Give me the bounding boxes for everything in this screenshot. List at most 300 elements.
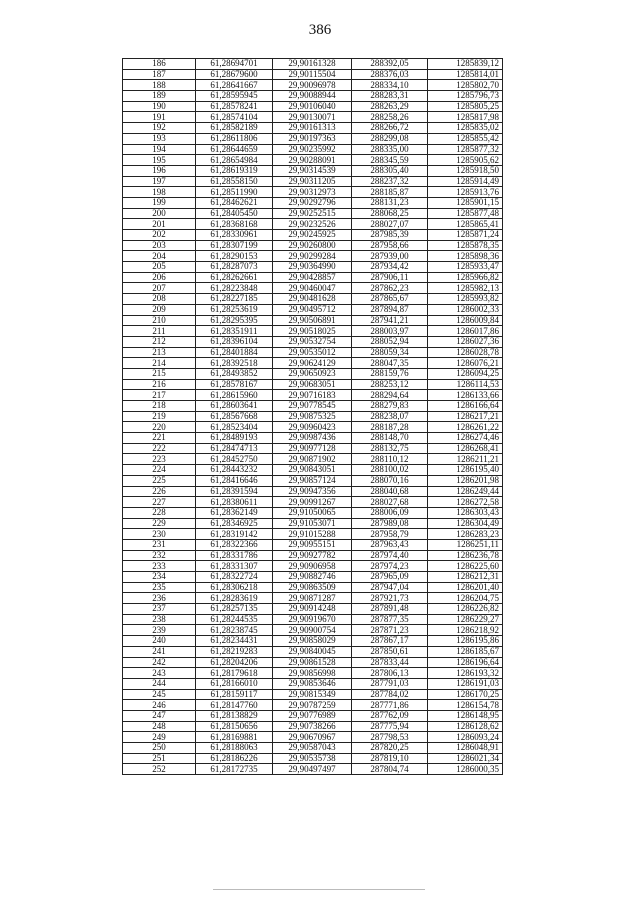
- longitude-cell: 29,90861528: [273, 657, 352, 668]
- longitude-cell: 29,90815349: [273, 689, 352, 700]
- latitude-cell: 61,28257135: [196, 604, 273, 615]
- longitude-cell: 29,90900754: [273, 625, 352, 636]
- y-coordinate-cell: 1285914,49: [428, 176, 503, 187]
- point-number-cell: 241: [123, 646, 196, 657]
- point-number-cell: 205: [123, 262, 196, 273]
- latitude-cell: 61,28346925: [196, 518, 273, 529]
- table-row: [123, 518, 503, 529]
- latitude-cell: 61,28474713: [196, 443, 273, 454]
- longitude-cell: 29,90914248: [273, 604, 352, 615]
- table-row: [123, 539, 503, 550]
- y-coordinate-cell: 1286272,58: [428, 497, 503, 508]
- longitude-cell: 29,90840045: [273, 646, 352, 657]
- latitude-cell: 61,28244535: [196, 614, 273, 625]
- table-row: [123, 368, 503, 379]
- x-coordinate-cell: 288238,07: [352, 411, 428, 422]
- table-row: [123, 144, 503, 155]
- longitude-cell: 29,90919670: [273, 614, 352, 625]
- y-coordinate-cell: 1286166,64: [428, 401, 503, 412]
- longitude-cell: 29,90460047: [273, 283, 352, 294]
- y-coordinate-cell: 1286094,25: [428, 368, 503, 379]
- scan-edge-line: [213, 889, 425, 890]
- x-coordinate-cell: 287947,04: [352, 582, 428, 593]
- y-coordinate-cell: 1286009,84: [428, 315, 503, 326]
- y-coordinate-cell: 1286226,82: [428, 604, 503, 615]
- point-number-cell: 245: [123, 689, 196, 700]
- latitude-cell: 61,28159117: [196, 689, 273, 700]
- point-number-cell: 240: [123, 636, 196, 647]
- latitude-cell: 61,28401884: [196, 347, 273, 358]
- latitude-cell: 61,28654984: [196, 155, 273, 166]
- point-number-cell: 242: [123, 657, 196, 668]
- point-number-cell: 194: [123, 144, 196, 155]
- x-coordinate-cell: 287762,09: [352, 710, 428, 721]
- table-row: [123, 197, 503, 208]
- longitude-cell: 29,90252515: [273, 208, 352, 219]
- longitude-cell: 29,90260800: [273, 240, 352, 251]
- table-row: [123, 668, 503, 679]
- table-row: [123, 721, 503, 732]
- point-number-cell: 199: [123, 197, 196, 208]
- table-row: [123, 561, 503, 572]
- point-number-cell: 229: [123, 518, 196, 529]
- y-coordinate-cell: 1285877,32: [428, 144, 503, 155]
- point-number-cell: 219: [123, 411, 196, 422]
- latitude-cell: 61,28169881: [196, 732, 273, 743]
- latitude-cell: 61,28578241: [196, 101, 273, 112]
- y-coordinate-cell: 1286128,62: [428, 721, 503, 732]
- x-coordinate-cell: 287941,21: [352, 315, 428, 326]
- x-coordinate-cell: 288148,70: [352, 433, 428, 444]
- y-coordinate-cell: 1285877,48: [428, 208, 503, 219]
- y-coordinate-cell: 1286217,21: [428, 411, 503, 422]
- x-coordinate-cell: 288040,68: [352, 486, 428, 497]
- x-coordinate-cell: 288052,94: [352, 336, 428, 347]
- x-coordinate-cell: 288006,09: [352, 507, 428, 518]
- y-coordinate-cell: 1285913,76: [428, 187, 503, 198]
- point-number-cell: 243: [123, 668, 196, 679]
- table-row: [123, 689, 503, 700]
- latitude-cell: 61,28322366: [196, 539, 273, 550]
- y-coordinate-cell: 1285814,01: [428, 69, 503, 80]
- longitude-cell: 29,90535738: [273, 753, 352, 764]
- point-number-cell: 191: [123, 112, 196, 123]
- longitude-cell: 29,90428857: [273, 272, 352, 283]
- x-coordinate-cell: 288392,05: [352, 59, 428, 70]
- latitude-cell: 61,28582189: [196, 123, 273, 134]
- longitude-cell: 29,90624129: [273, 358, 352, 369]
- table-row: [123, 251, 503, 262]
- point-number-cell: 214: [123, 358, 196, 369]
- y-coordinate-cell: 1286193,32: [428, 668, 503, 679]
- latitude-cell: 61,28362149: [196, 507, 273, 518]
- y-coordinate-cell: 1286195,40: [428, 465, 503, 476]
- table-row: [123, 262, 503, 273]
- y-coordinate-cell: 1285839,12: [428, 59, 503, 70]
- x-coordinate-cell: 287934,42: [352, 262, 428, 273]
- latitude-cell: 61,28253619: [196, 304, 273, 315]
- x-coordinate-cell: 288237,32: [352, 176, 428, 187]
- longitude-cell: 29,90288091: [273, 155, 352, 166]
- x-coordinate-cell: 288334,10: [352, 80, 428, 91]
- y-coordinate-cell: 1286133,66: [428, 390, 503, 401]
- x-coordinate-cell: 288294,64: [352, 390, 428, 401]
- longitude-cell: 29,91015288: [273, 529, 352, 540]
- point-number-cell: 209: [123, 304, 196, 315]
- x-coordinate-cell: 288283,31: [352, 91, 428, 102]
- table-row: [123, 465, 503, 476]
- table-row: [123, 764, 503, 775]
- latitude-cell: 61,28307199: [196, 240, 273, 251]
- longitude-cell: 29,90875325: [273, 411, 352, 422]
- y-coordinate-cell: 1285805,25: [428, 101, 503, 112]
- longitude-cell: 29,90987436: [273, 433, 352, 444]
- y-coordinate-cell: 1285802,70: [428, 80, 503, 91]
- y-coordinate-cell: 1285982,13: [428, 283, 503, 294]
- point-number-cell: 227: [123, 497, 196, 508]
- x-coordinate-cell: 287891,48: [352, 604, 428, 615]
- y-coordinate-cell: 1285901,15: [428, 197, 503, 208]
- table-row: [123, 743, 503, 754]
- table-row: [123, 604, 503, 615]
- latitude-cell: 61,28306218: [196, 582, 273, 593]
- latitude-cell: 61,28147760: [196, 700, 273, 711]
- longitude-cell: 29,90314539: [273, 165, 352, 176]
- latitude-cell: 61,28234431: [196, 636, 273, 647]
- latitude-cell: 61,28523404: [196, 422, 273, 433]
- x-coordinate-cell: 288279,83: [352, 401, 428, 412]
- latitude-cell: 61,28172735: [196, 764, 273, 775]
- x-coordinate-cell: 288003,97: [352, 326, 428, 337]
- point-number-cell: 208: [123, 294, 196, 305]
- point-number-cell: 235: [123, 582, 196, 593]
- longitude-cell: 29,90683051: [273, 379, 352, 390]
- x-coordinate-cell: 288345,59: [352, 155, 428, 166]
- y-coordinate-cell: 1286076,21: [428, 358, 503, 369]
- table-row: [123, 91, 503, 102]
- point-number-cell: 217: [123, 390, 196, 401]
- table-row: [123, 101, 503, 112]
- longitude-cell: 29,90906958: [273, 561, 352, 572]
- longitude-cell: 29,90245925: [273, 230, 352, 241]
- latitude-cell: 61,28204206: [196, 657, 273, 668]
- point-number-cell: 212: [123, 336, 196, 347]
- latitude-cell: 61,28219283: [196, 646, 273, 657]
- y-coordinate-cell: 1286229,27: [428, 614, 503, 625]
- latitude-cell: 61,28694701: [196, 59, 273, 70]
- latitude-cell: 61,28179618: [196, 668, 273, 679]
- latitude-cell: 61,28331307: [196, 561, 273, 572]
- y-coordinate-cell: 1285865,41: [428, 219, 503, 230]
- point-number-cell: 192: [123, 123, 196, 134]
- y-coordinate-cell: 1286191,03: [428, 678, 503, 689]
- latitude-cell: 61,28150656: [196, 721, 273, 732]
- longitude-cell: 29,90311205: [273, 176, 352, 187]
- table-row: [123, 165, 503, 176]
- latitude-cell: 61,28644659: [196, 144, 273, 155]
- x-coordinate-cell: 288305,40: [352, 165, 428, 176]
- y-coordinate-cell: 1286212,31: [428, 572, 503, 583]
- latitude-cell: 61,28578167: [196, 379, 273, 390]
- latitude-cell: 61,28405450: [196, 208, 273, 219]
- y-coordinate-cell: 1286148,95: [428, 710, 503, 721]
- table-row: [123, 753, 503, 764]
- table-row: [123, 614, 503, 625]
- latitude-cell: 61,28574104: [196, 112, 273, 123]
- point-number-cell: 215: [123, 368, 196, 379]
- y-coordinate-cell: 1286027,36: [428, 336, 503, 347]
- x-coordinate-cell: 287974,40: [352, 550, 428, 561]
- x-coordinate-cell: 287850,61: [352, 646, 428, 657]
- latitude-cell: 61,28322724: [196, 572, 273, 583]
- longitude-cell: 29,90535012: [273, 347, 352, 358]
- longitude-cell: 29,90871287: [273, 593, 352, 604]
- x-coordinate-cell: 287963,43: [352, 539, 428, 550]
- longitude-cell: 29,90161313: [273, 123, 352, 134]
- table-row: [123, 112, 503, 123]
- longitude-cell: 29,90130071: [273, 112, 352, 123]
- point-number-cell: 252: [123, 764, 196, 775]
- point-number-cell: 188: [123, 80, 196, 91]
- table-row: [123, 700, 503, 711]
- table-row: [123, 347, 503, 358]
- point-number-cell: 225: [123, 475, 196, 486]
- point-number-cell: 248: [123, 721, 196, 732]
- point-number-cell: 234: [123, 572, 196, 583]
- y-coordinate-cell: 1285835,02: [428, 123, 503, 134]
- y-coordinate-cell: 1285898,36: [428, 251, 503, 262]
- table-row: [123, 123, 503, 134]
- longitude-cell: 29,90853646: [273, 678, 352, 689]
- latitude-cell: 61,28262661: [196, 272, 273, 283]
- x-coordinate-cell: 288131,23: [352, 197, 428, 208]
- point-number-cell: 187: [123, 69, 196, 80]
- latitude-cell: 61,28489193: [196, 433, 273, 444]
- point-number-cell: 237: [123, 604, 196, 615]
- x-coordinate-cell: 287784,02: [352, 689, 428, 700]
- x-coordinate-cell: 287775,94: [352, 721, 428, 732]
- point-number-cell: 204: [123, 251, 196, 262]
- y-coordinate-cell: 1286170,25: [428, 689, 503, 700]
- page-number: 386: [308, 22, 332, 38]
- longitude-cell: 29,90670967: [273, 732, 352, 743]
- x-coordinate-cell: 287974,23: [352, 561, 428, 572]
- longitude-cell: 29,90991267: [273, 497, 352, 508]
- y-coordinate-cell: 1286002,33: [428, 304, 503, 315]
- point-number-cell: 231: [123, 539, 196, 550]
- longitude-cell: 29,90857124: [273, 475, 352, 486]
- point-number-cell: 224: [123, 465, 196, 476]
- x-coordinate-cell: 288027,07: [352, 219, 428, 230]
- y-coordinate-cell: 1286201,40: [428, 582, 503, 593]
- point-number-cell: 232: [123, 550, 196, 561]
- table-row: [123, 240, 503, 251]
- latitude-cell: 61,28283619: [196, 593, 273, 604]
- y-coordinate-cell: 1285878,35: [428, 240, 503, 251]
- point-number-cell: 207: [123, 283, 196, 294]
- x-coordinate-cell: 287985,39: [352, 230, 428, 241]
- longitude-cell: 29,90882746: [273, 572, 352, 583]
- y-coordinate-cell: 1286236,78: [428, 550, 503, 561]
- y-coordinate-cell: 1286251,11: [428, 539, 503, 550]
- table-row: [123, 678, 503, 689]
- longitude-cell: 29,90871902: [273, 454, 352, 465]
- longitude-cell: 29,90364990: [273, 262, 352, 273]
- y-coordinate-cell: 1286048,91: [428, 743, 503, 754]
- x-coordinate-cell: 288159,76: [352, 368, 428, 379]
- point-number-cell: 249: [123, 732, 196, 743]
- latitude-cell: 61,28493852: [196, 368, 273, 379]
- y-coordinate-cell: 1286303,43: [428, 507, 503, 518]
- table-row: [123, 379, 503, 390]
- y-coordinate-cell: 1286201,98: [428, 475, 503, 486]
- latitude-cell: 61,28619319: [196, 165, 273, 176]
- table-row: [123, 219, 503, 230]
- x-coordinate-cell: 287833,44: [352, 657, 428, 668]
- point-number-cell: 247: [123, 710, 196, 721]
- latitude-cell: 61,28396104: [196, 336, 273, 347]
- longitude-cell: 29,91053071: [273, 518, 352, 529]
- table-row: [123, 401, 503, 412]
- x-coordinate-cell: 288185,87: [352, 187, 428, 198]
- point-number-cell: 236: [123, 593, 196, 604]
- longitude-cell: 29,91050065: [273, 507, 352, 518]
- table-row: [123, 411, 503, 422]
- y-coordinate-cell: 1286218,92: [428, 625, 503, 636]
- y-coordinate-cell: 1286154,78: [428, 700, 503, 711]
- longitude-cell: 29,90292796: [273, 197, 352, 208]
- table-row: [123, 507, 503, 518]
- point-number-cell: 218: [123, 401, 196, 412]
- point-number-cell: 210: [123, 315, 196, 326]
- longitude-cell: 29,90106040: [273, 101, 352, 112]
- table-row: [123, 155, 503, 166]
- x-coordinate-cell: 287989,08: [352, 518, 428, 529]
- latitude-cell: 61,28462621: [196, 197, 273, 208]
- y-coordinate-cell: 1286283,23: [428, 529, 503, 540]
- point-number-cell: 202: [123, 230, 196, 241]
- table-row: [123, 358, 503, 369]
- latitude-cell: 61,28392518: [196, 358, 273, 369]
- x-coordinate-cell: 287867,17: [352, 636, 428, 647]
- longitude-cell: 29,90587043: [273, 743, 352, 754]
- x-coordinate-cell: 287921,73: [352, 593, 428, 604]
- point-number-cell: 226: [123, 486, 196, 497]
- latitude-cell: 61,28615960: [196, 390, 273, 401]
- table-row: [123, 80, 503, 91]
- x-coordinate-cell: 287819,10: [352, 753, 428, 764]
- latitude-cell: 61,28641667: [196, 80, 273, 91]
- table-row: [123, 187, 503, 198]
- x-coordinate-cell: 287806,13: [352, 668, 428, 679]
- x-coordinate-cell: 288376,03: [352, 69, 428, 80]
- x-coordinate-cell: 288132,75: [352, 443, 428, 454]
- table-row: [123, 230, 503, 241]
- latitude-cell: 61,28452750: [196, 454, 273, 465]
- x-coordinate-cell: 287865,67: [352, 294, 428, 305]
- x-coordinate-cell: 288100,02: [352, 465, 428, 476]
- x-coordinate-cell: 288258,26: [352, 112, 428, 123]
- x-coordinate-cell: 287877,35: [352, 614, 428, 625]
- point-number-cell: 216: [123, 379, 196, 390]
- point-number-cell: 221: [123, 433, 196, 444]
- latitude-cell: 61,28391594: [196, 486, 273, 497]
- point-number-cell: 189: [123, 91, 196, 102]
- longitude-cell: 29,90843051: [273, 465, 352, 476]
- y-coordinate-cell: 1285796,73: [428, 91, 503, 102]
- x-coordinate-cell: 288047,35: [352, 358, 428, 369]
- longitude-cell: 29,90716183: [273, 390, 352, 401]
- y-coordinate-cell: 1286017,86: [428, 326, 503, 337]
- table-row: [123, 390, 503, 401]
- x-coordinate-cell: 288070,16: [352, 475, 428, 486]
- longitude-cell: 29,90778545: [273, 401, 352, 412]
- point-number-cell: 211: [123, 326, 196, 337]
- table-row: [123, 422, 503, 433]
- table-row: [123, 475, 503, 486]
- longitude-cell: 29,90312973: [273, 187, 352, 198]
- y-coordinate-cell: 1286114,53: [428, 379, 503, 390]
- point-number-cell: 190: [123, 101, 196, 112]
- longitude-cell: 29,90977128: [273, 443, 352, 454]
- longitude-cell: 29,90927782: [273, 550, 352, 561]
- y-coordinate-cell: 1286304,49: [428, 518, 503, 529]
- x-coordinate-cell: 288335,00: [352, 144, 428, 155]
- x-coordinate-cell: 288263,29: [352, 101, 428, 112]
- x-coordinate-cell: 288110,12: [352, 454, 428, 465]
- latitude-cell: 61,28287073: [196, 262, 273, 273]
- point-number-cell: 222: [123, 443, 196, 454]
- x-coordinate-cell: 288253,12: [352, 379, 428, 390]
- latitude-cell: 61,28351911: [196, 326, 273, 337]
- point-number-cell: 200: [123, 208, 196, 219]
- longitude-cell: 29,90235992: [273, 144, 352, 155]
- table-row: [123, 529, 503, 540]
- x-coordinate-cell: 287894,87: [352, 304, 428, 315]
- table-row: [123, 315, 503, 326]
- table-row: [123, 443, 503, 454]
- latitude-cell: 61,28368168: [196, 219, 273, 230]
- y-coordinate-cell: 1286268,41: [428, 443, 503, 454]
- coordinate-table: [122, 58, 503, 775]
- x-coordinate-cell: 287958,79: [352, 529, 428, 540]
- point-number-cell: 206: [123, 272, 196, 283]
- longitude-cell: 29,90650923: [273, 368, 352, 379]
- latitude-cell: 61,28679600: [196, 69, 273, 80]
- point-number-cell: 213: [123, 347, 196, 358]
- point-number-cell: 196: [123, 165, 196, 176]
- point-number-cell: 193: [123, 133, 196, 144]
- y-coordinate-cell: 1286021,34: [428, 753, 503, 764]
- x-coordinate-cell: 288299,08: [352, 133, 428, 144]
- longitude-cell: 29,90161328: [273, 59, 352, 70]
- longitude-cell: 29,90787259: [273, 700, 352, 711]
- y-coordinate-cell: 1286249,44: [428, 486, 503, 497]
- y-coordinate-cell: 1285933,47: [428, 262, 503, 273]
- longitude-cell: 29,90532754: [273, 336, 352, 347]
- y-coordinate-cell: 1286225,60: [428, 561, 503, 572]
- longitude-cell: 29,90497497: [273, 764, 352, 775]
- y-coordinate-cell: 1286195,86: [428, 636, 503, 647]
- table-row: [123, 336, 503, 347]
- y-coordinate-cell: 1285918,50: [428, 165, 503, 176]
- y-coordinate-cell: 1286093,24: [428, 732, 503, 743]
- x-coordinate-cell: 287862,23: [352, 283, 428, 294]
- longitude-cell: 29,90495712: [273, 304, 352, 315]
- latitude-cell: 61,28138829: [196, 710, 273, 721]
- longitude-cell: 29,90096978: [273, 80, 352, 91]
- table-row: [123, 486, 503, 497]
